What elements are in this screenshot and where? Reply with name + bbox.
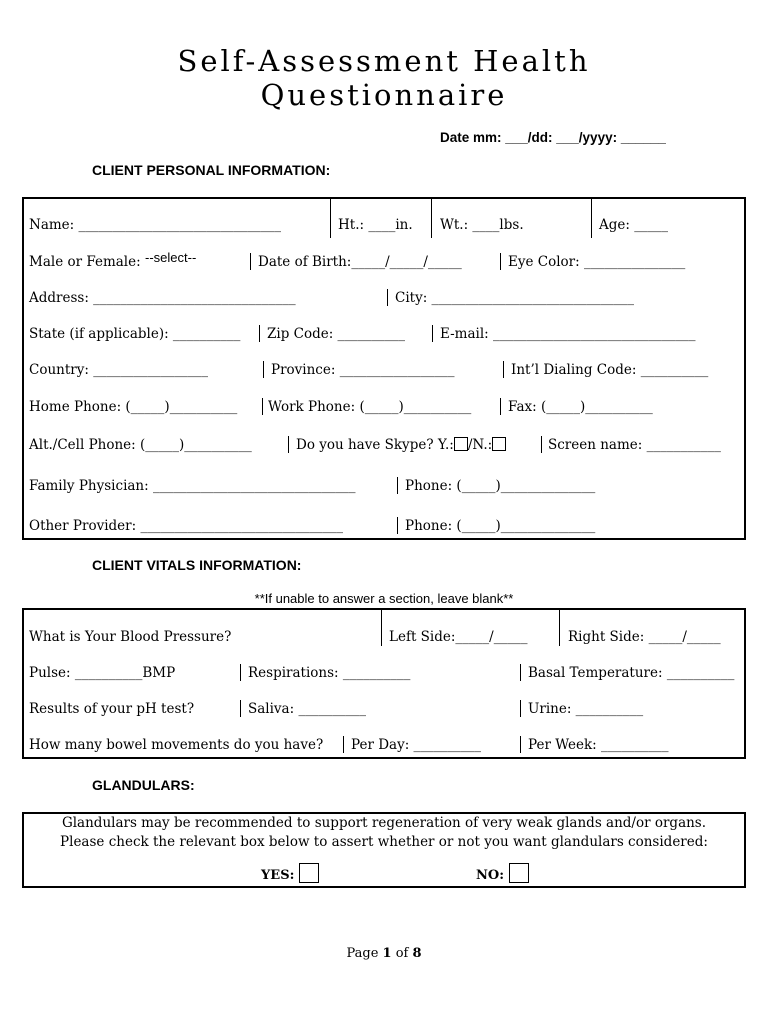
divider bbox=[262, 398, 263, 415]
eye-color-field[interactable]: Eye Color: _______________ bbox=[508, 254, 686, 270]
skype-no-checkbox[interactable] bbox=[492, 437, 506, 451]
glandulars-yes bbox=[261, 863, 319, 883]
skype-question-label: Do you have Skype? Y.: bbox=[296, 437, 454, 453]
screen-name-field[interactable]: Screen name: ___________ bbox=[548, 437, 721, 453]
divider bbox=[240, 700, 241, 717]
name-field[interactable]: Name: ______________________________ bbox=[29, 217, 281, 233]
divider bbox=[431, 198, 432, 238]
weight-field[interactable]: Wt.: ____lbs. bbox=[440, 217, 524, 233]
page-current: 1 bbox=[382, 946, 392, 961]
family-physician-field[interactable]: Family Physician: ______________________________ bbox=[29, 478, 356, 494]
divider bbox=[397, 517, 398, 534]
bowel-question: How many bowel movements do you have? bbox=[29, 737, 324, 753]
glandulars-no bbox=[476, 863, 529, 883]
divider bbox=[397, 477, 398, 494]
glandulars-text-line1: Glandulars may be recommended to support regeneration of very weak glands and/or organs. bbox=[61, 815, 707, 831]
country-field[interactable]: Country: _________________ bbox=[29, 362, 208, 378]
dob-field[interactable]: Date of Birth:_____/_____/_____ bbox=[258, 254, 462, 270]
cell-phone-field[interactable]: Alt./Cell Phone: (_____)__________ bbox=[29, 437, 252, 453]
zip-field[interactable]: Zip Code: __________ bbox=[267, 326, 406, 342]
height-field[interactable]: Ht.: ____in. bbox=[338, 217, 413, 233]
divider bbox=[343, 736, 344, 753]
vitals-note: **If unable to answer a section, leave blank** bbox=[254, 591, 514, 606]
pulse-field[interactable]: Pulse: __________BMP bbox=[29, 665, 176, 681]
page-of: of bbox=[391, 946, 413, 961]
respirations-field[interactable]: Respirations: __________ bbox=[248, 665, 411, 681]
page-title-line1: Self-Assessment Health bbox=[177, 44, 591, 78]
yes-checkbox[interactable] bbox=[299, 863, 319, 883]
glandulars-text-line2: Please check the relevant box below to assert whether or not you want glandulars considered: bbox=[60, 834, 708, 850]
divider bbox=[559, 609, 560, 646]
home-phone-field[interactable]: Home Phone: (_____)__________ bbox=[29, 399, 238, 415]
divider bbox=[520, 700, 521, 717]
age-field[interactable]: Age: _____ bbox=[599, 217, 668, 233]
per-week-field[interactable]: Per Week: __________ bbox=[528, 737, 669, 753]
divider bbox=[250, 253, 251, 270]
divider bbox=[387, 289, 388, 306]
divider bbox=[500, 253, 501, 270]
divider bbox=[432, 325, 433, 342]
divider bbox=[591, 198, 592, 238]
divider bbox=[330, 198, 331, 238]
personal-info-heading: CLIENT PERSONAL INFORMATION: bbox=[92, 162, 331, 178]
dialing-code-field[interactable]: Int’l Dialing Code: __________ bbox=[511, 362, 709, 378]
other-provider-phone-field[interactable]: Phone: (_____)______________ bbox=[405, 518, 596, 534]
skype-question bbox=[296, 437, 506, 453]
divider bbox=[381, 609, 382, 646]
right-side-field[interactable]: Right Side: _____/_____ bbox=[568, 629, 721, 645]
page-number bbox=[0, 946, 768, 961]
no-checkbox[interactable] bbox=[509, 863, 529, 883]
skype-no-label: /N.: bbox=[467, 437, 493, 453]
saliva-field[interactable]: Saliva: __________ bbox=[248, 701, 366, 717]
page-prefix: Page bbox=[346, 946, 383, 961]
no-label: NO: bbox=[476, 868, 505, 883]
divider bbox=[263, 361, 264, 378]
page-total: 8 bbox=[412, 946, 422, 961]
skype-yes-checkbox[interactable] bbox=[454, 437, 468, 451]
sex-label: Male or Female: bbox=[29, 254, 141, 270]
divider bbox=[288, 436, 289, 453]
date-field[interactable]: Date mm: ___/dd: ___/yyyy: ______ bbox=[440, 130, 666, 145]
ph-question: Results of your pH test? bbox=[29, 701, 195, 717]
physician-phone-field[interactable]: Phone: (_____)______________ bbox=[405, 478, 596, 494]
divider bbox=[520, 664, 521, 681]
address-field[interactable]: Address: ______________________________ bbox=[29, 290, 296, 306]
state-field[interactable]: State (if applicable): __________ bbox=[29, 326, 241, 342]
urine-field[interactable]: Urine: __________ bbox=[528, 701, 644, 717]
divider bbox=[541, 436, 542, 453]
province-field[interactable]: Province: _________________ bbox=[271, 362, 455, 378]
divider bbox=[500, 398, 501, 415]
per-day-field[interactable]: Per Day: __________ bbox=[351, 737, 482, 753]
sex-select[interactable]: --select-- bbox=[145, 250, 197, 265]
basal-temperature-field[interactable]: Basal Temperature: __________ bbox=[528, 665, 735, 681]
yes-label: YES: bbox=[261, 868, 295, 883]
other-provider-field[interactable]: Other Provider: ______________________________ bbox=[29, 518, 343, 534]
blood-pressure-question: What is Your Blood Pressure? bbox=[29, 629, 232, 645]
page-title-line2: Questionnaire bbox=[260, 78, 508, 112]
work-phone-field[interactable]: Work Phone: (_____)__________ bbox=[268, 399, 472, 415]
email-field[interactable]: E-mail: ______________________________ bbox=[440, 326, 696, 342]
vitals-heading: CLIENT VITALS INFORMATION: bbox=[92, 557, 302, 573]
divider bbox=[503, 361, 504, 378]
city-field[interactable]: City: ______________________________ bbox=[395, 290, 635, 306]
left-side-field[interactable]: Left Side:_____/_____ bbox=[389, 629, 528, 645]
glandulars-heading: GLANDULARS: bbox=[92, 777, 195, 793]
divider bbox=[240, 664, 241, 681]
fax-field[interactable]: Fax: (_____)__________ bbox=[508, 399, 653, 415]
divider bbox=[259, 325, 260, 342]
divider bbox=[520, 736, 521, 753]
